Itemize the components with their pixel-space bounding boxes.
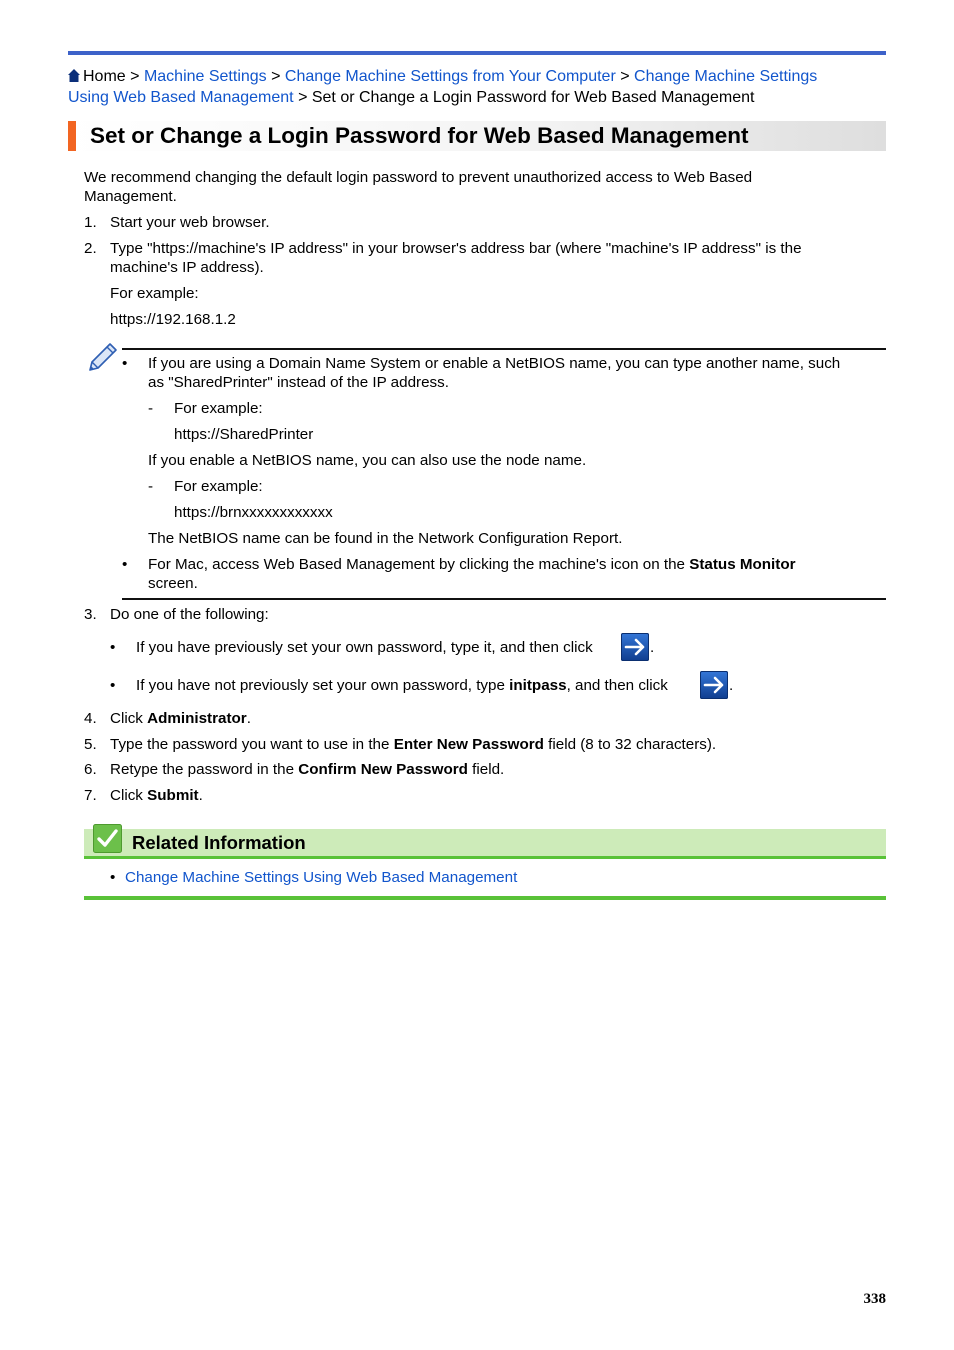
title-accent <box>68 121 76 151</box>
breadcrumb-separator: > <box>271 68 281 85</box>
breadcrumb-change-from-computer-link[interactable]: Change Machine Settings from Your Computer <box>284 68 616 85</box>
period: . <box>729 677 734 694</box>
title-bar <box>68 121 886 151</box>
note-bullet-1-line-1: If you are using a Domain Name System or enable a NetBIOS name, you can type another name, such <box>148 355 841 372</box>
step-2-number: 2. <box>84 240 97 257</box>
step-6-text: Retype the password in the Confirm New Password field. <box>110 761 505 778</box>
header-rule <box>68 51 886 55</box>
note-example-label-1: For example: <box>174 400 263 417</box>
breadcrumb-separator: > <box>130 68 140 85</box>
note-netbios-text: If you enable a NetBIOS name, you can also use the node name. <box>148 452 587 469</box>
breadcrumb-current: Set or Change a Login Password for Web Based Management <box>311 89 755 106</box>
step-6-number: 6. <box>84 761 97 778</box>
breadcrumb-home[interactable]: Home <box>83 68 126 85</box>
step-3-number: 3. <box>84 606 97 623</box>
note-bullet: • <box>122 556 128 573</box>
step-7-number: 7. <box>84 787 97 804</box>
pencil-note-icon <box>86 342 120 374</box>
note-bullet-2-line-2: screen. <box>148 575 198 592</box>
arrow-right-icon[interactable] <box>700 671 728 699</box>
step-5-text: Type the password you want to use in the Enter New Password field (8 to 32 characters). <box>110 736 717 753</box>
step-2-line-1: Type "https://machine's IP address" in your browser's address bar (where "machine's IP address" is the <box>110 240 802 257</box>
step-2-example-url: https://192.168.1.2 <box>110 311 236 328</box>
note-report-text: The NetBIOS name can be found in the Network Configuration Report. <box>148 530 623 547</box>
step-4-number: 4. <box>84 710 97 727</box>
step-3-bullet: • <box>110 677 116 694</box>
note-bullet-1-line-2: as "SharedPrinter" instead of the IP address. <box>148 374 449 391</box>
step-2-example-label: For example: <box>110 285 199 302</box>
related-information-title: Related Information <box>132 832 306 853</box>
related-link-web-based-management[interactable]: Change Machine Settings Using Web Based Management <box>125 869 518 886</box>
checkmark-icon <box>93 824 122 853</box>
breadcrumb-machine-settings-link[interactable]: Machine Settings <box>143 68 267 85</box>
note-dash: - <box>148 400 154 417</box>
step-5-number: 5. <box>84 736 97 753</box>
related-information-bottom-rule <box>84 896 886 900</box>
home-icon[interactable] <box>68 68 80 88</box>
note-bullet-2-line-1: For Mac, access Web Based Management by clicking the machine's icon on the Status Monitor <box>148 556 796 573</box>
related-bullet: • <box>110 869 116 886</box>
step-3-bullet: • <box>110 639 116 656</box>
step-1-number: 1. <box>84 214 97 231</box>
note-example-2: https://brnxxxxxxxxxxxx <box>174 504 333 521</box>
arrow-right-icon[interactable] <box>621 633 649 661</box>
step-3-bullet-1-text: If you have previously set your own password, type it, and then click <box>136 639 593 656</box>
page-number: 338 <box>863 1291 886 1307</box>
note-bullet: • <box>122 355 128 372</box>
step-3-bullet-2-text: If you have not previously set your own password, type initpass, and then click <box>136 677 668 694</box>
period: . <box>650 639 655 656</box>
note-dash: - <box>148 478 154 495</box>
breadcrumb <box>68 67 886 108</box>
breadcrumb-separator: > <box>298 89 308 106</box>
note-bottom-rule <box>122 598 886 600</box>
note-example-label-2: For example: <box>174 478 263 495</box>
note-example-1: https://SharedPrinter <box>174 426 314 443</box>
step-4-text: Click Administrator. <box>110 710 251 727</box>
note-top-rule <box>122 348 886 350</box>
intro-line-1: We recommend changing the default login password to prevent unauthorized access to Web Based <box>84 169 753 186</box>
step-3-text: Do one of the following: <box>110 606 269 623</box>
related-information-rule <box>84 856 886 859</box>
intro-line-2: Management. <box>84 188 177 205</box>
step-2-line-2: machine's IP address). <box>110 259 264 276</box>
step-1-text: Start your web browser. <box>110 214 270 231</box>
breadcrumb-web-based-management-link[interactable]: Change Machine Settings Using Web Based Management <box>68 68 818 106</box>
step-7-text: Click Submit. <box>110 787 203 804</box>
breadcrumb-separator: > <box>620 68 630 85</box>
page-title: Set or Change a Login Password for Web Based Management <box>90 123 749 148</box>
